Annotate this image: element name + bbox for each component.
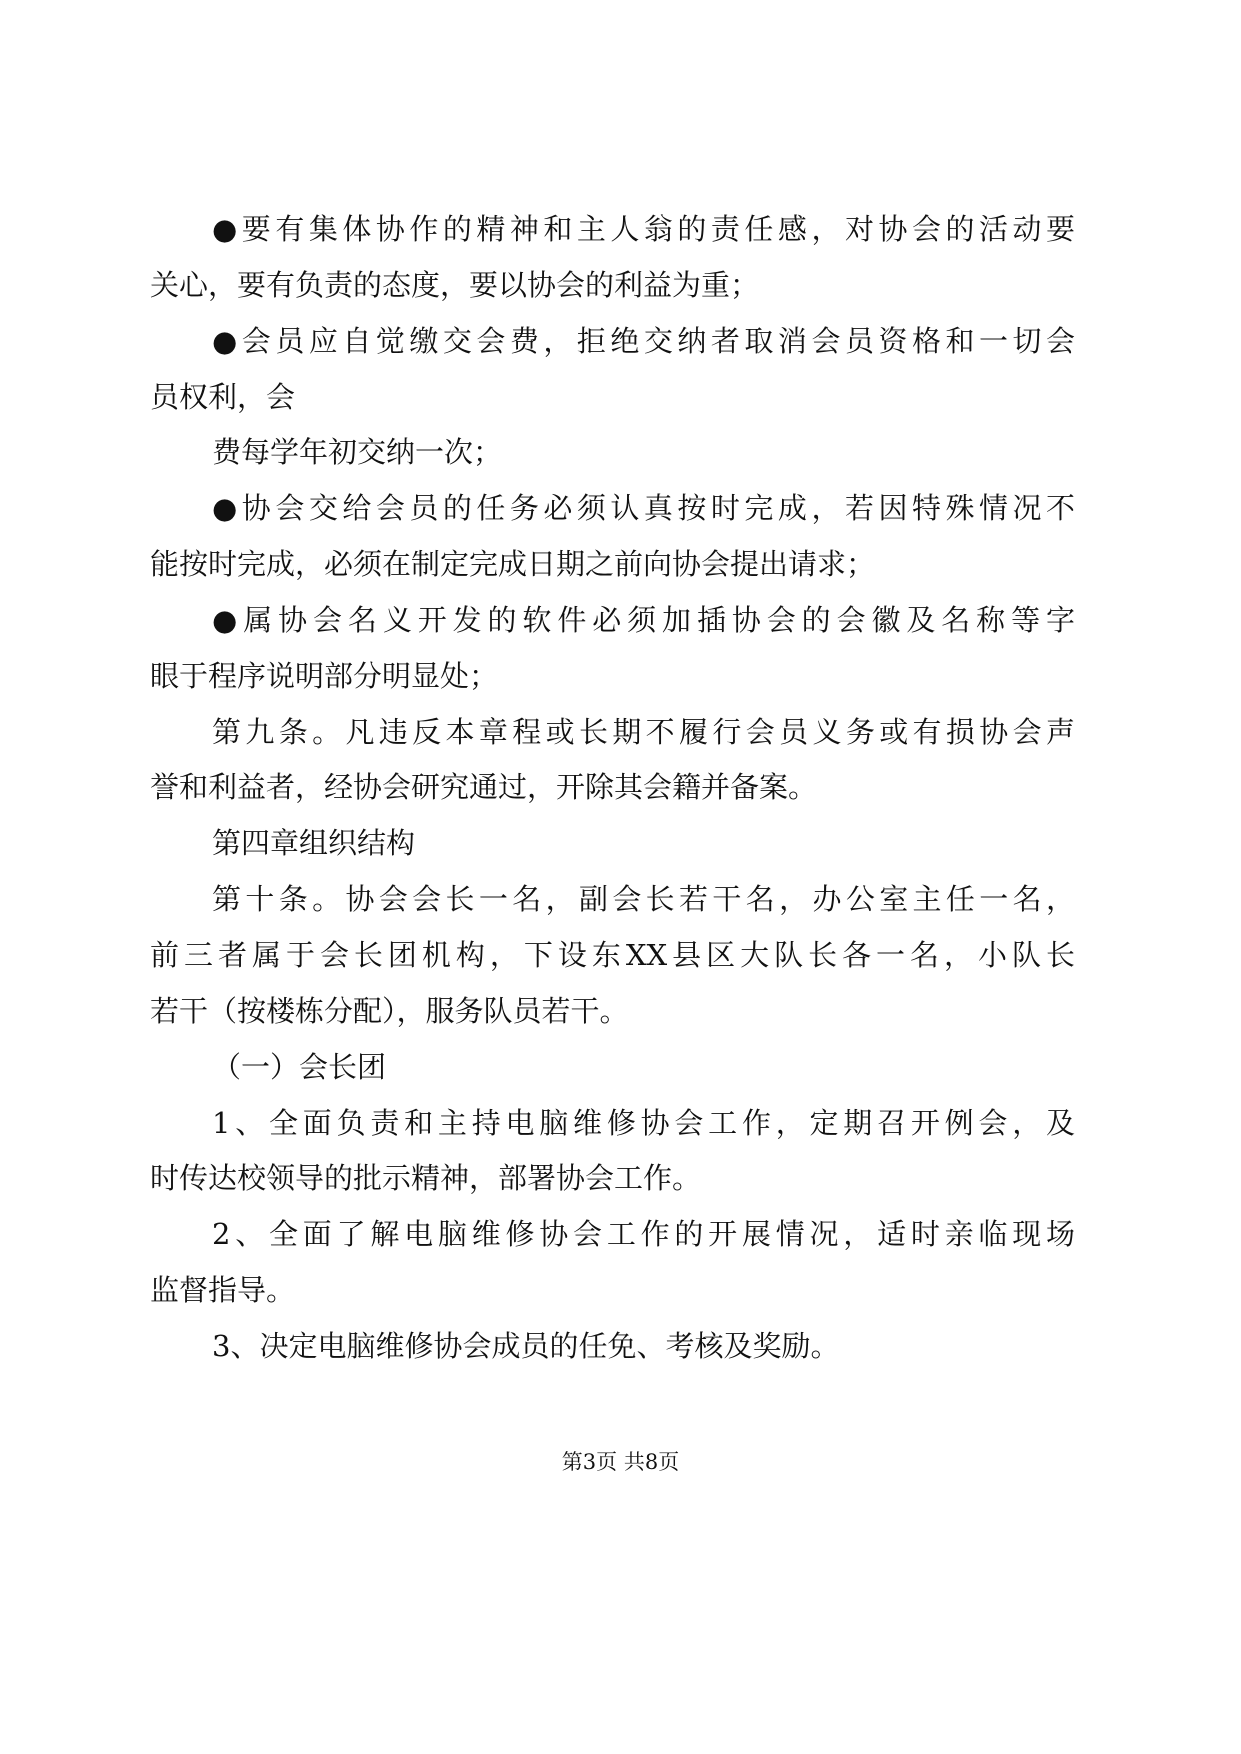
text-line: 眼于程序说明部分明显处； (150, 658, 499, 693)
text-line: 费每学年初交纳一次； (212, 435, 503, 470)
text-line: 监督指导。 (150, 1273, 296, 1308)
text-line: 能按时完成，必须在制定完成日期之前向协会提出请求； (150, 547, 876, 582)
text-line: 时传达校领导的批示精神，部署协会工作。 (150, 1161, 702, 1196)
text-line: 员权利，会 (150, 379, 296, 414)
document-body (150, 202, 1075, 1375)
section-heading: （一）会长团 (212, 1049, 387, 1084)
text-line: ●协会交给会员的任务必须认真按时完成，若因特殊情况不 (212, 491, 1075, 526)
text-line: 关心，要有负责的态度，要以协会的利益为重； (150, 267, 760, 302)
text-line: 第十条。协会会长一名，副会长若干名，办公室主任一名， (212, 882, 1075, 917)
page-number-footer: 第3页 共8页 (561, 1450, 680, 1474)
text-line: ●属协会名义开发的软件必须加插协会的会徽及名称等字 (212, 602, 1075, 637)
text-line: ●会员应自觉缴交会费，拒绝交纳者取消会员资格和一切会 (212, 323, 1075, 358)
text-line: 3、决定电脑维修协会成员的任免、考核及奖励。 (212, 1328, 840, 1363)
text-line: 2、全面了解电脑维修协会工作的开展情况，适时亲临现场 (212, 1217, 1075, 1252)
text-line: 前三者属于会长团机构，下设东XX县区大队长各一名，小队长 (150, 937, 1075, 972)
text-line: 若干（按楼栋分配），服务队员若干。 (150, 993, 629, 1028)
text-line: 誉和利益者，经协会研究通过，开除其会籍并备案。 (150, 770, 818, 805)
text-line: ●要有集体协作的精神和主人翁的责任感，对协会的活动要 (212, 212, 1075, 246)
text-line: 1、全面负责和主持电脑维修协会工作，定期召开例会，及 (212, 1105, 1075, 1140)
chapter-heading: 第四章组织结构 (212, 826, 416, 861)
text-line: 第九条。凡违反本章程或长期不履行会员义务或有损协会声 (212, 714, 1075, 749)
